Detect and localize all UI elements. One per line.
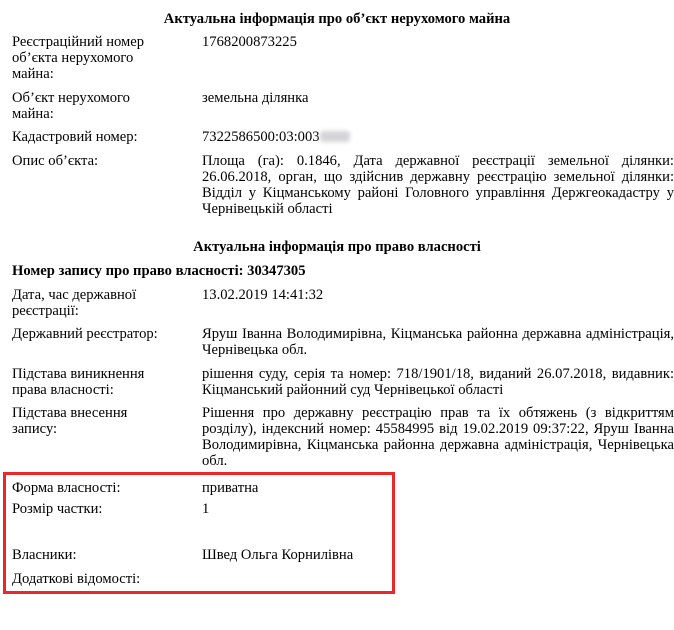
record-title: Номер запису про право власності: 30347305 [12, 263, 306, 279]
field-value: 1768200873225 [202, 34, 297, 50]
field-value [202, 129, 674, 145]
field-value: Площа (га): 0.1846, Дата державної реєстрації земельної ділянки: 26.06.2018, орган, що здійснив державну реєстрацію земельної ділянки: Відділ у Кіцманському районі Головного управління Держгеокадастру у Чернівецькій області [202, 153, 674, 217]
field-label: Підстава внесення запису: [12, 405, 128, 437]
field-value: Рішення про державну реєстрацію прав та їх обтяжень (з відкриттям розділу), індексний номер: 45584995 від 19.02.2019 09:37:22, Яруш Іванна Володимирівна, Кіцманська районна державна адміністрація, Чернівецька обл. [202, 405, 674, 469]
field-label: Опис об’єкта: [12, 153, 99, 169]
cadastral-number-text: 7322586500:03:003 [202, 129, 320, 145]
field-value: 1 [202, 501, 210, 517]
field-label: Державний реєстратор: [12, 326, 158, 342]
object-section-title: Актуальна інформація про об’єкт нерухомого майна [163, 11, 511, 27]
field-label: Власники: [12, 547, 77, 563]
field-value: Швед Ольга Корнилівна [202, 547, 354, 563]
field-value: приватна [202, 480, 259, 496]
field-label: Підстава виникнення права власності: [12, 366, 145, 398]
field-label: Дата, час державної реєстрації: [12, 287, 137, 319]
field-label: Реєстраційний номер об’єкта нерухомого майна: [12, 34, 145, 82]
field-label: Форма власності: [12, 480, 121, 496]
field-label: Об’єкт нерухомого майна: [12, 90, 130, 122]
field-value: земельна ділянка [202, 90, 309, 106]
field-label: Кадастровий номер: [12, 129, 138, 145]
redacted-blur [320, 131, 350, 142]
field-label: Розмір частки: [12, 501, 103, 517]
rights-section-title: Актуальна інформація про право власності [193, 239, 481, 255]
field-value: рішення суду, серія та номер: 718/1901/18, виданий 26.07.2018, видавник: Кіцманський районний суд Чернівецької області [202, 366, 674, 398]
field-label: Додаткові відомості: [12, 571, 141, 587]
field-value: Яруш Іванна Володимирівна, Кіцманська районна державна адміністрація, Чернівецька обл. [202, 326, 674, 358]
field-value: 13.02.2019 14:41:32 [202, 287, 324, 303]
